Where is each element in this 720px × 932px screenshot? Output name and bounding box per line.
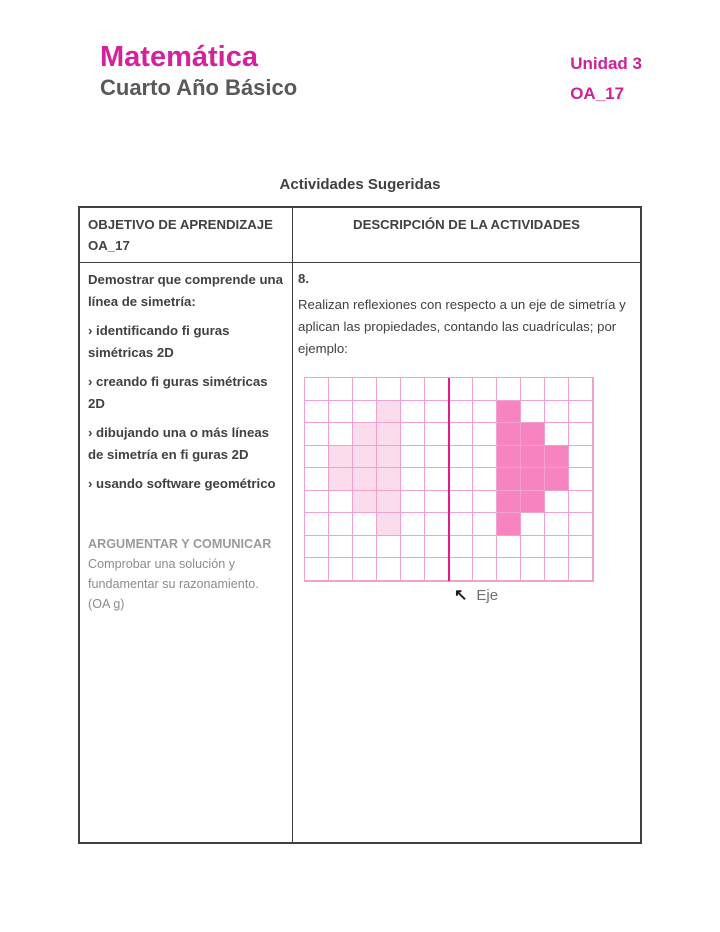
grid-cell (329, 401, 353, 424)
grid-cell (569, 378, 593, 401)
note-oa-ref: (OA g) (88, 597, 125, 611)
grid-cell (425, 513, 449, 536)
subject-title: Matemática (100, 41, 258, 73)
grid-cell (521, 513, 545, 536)
symmetry-grid (304, 377, 594, 582)
header-right (570, 49, 642, 109)
grid-cell (329, 423, 353, 446)
grid-cell (353, 513, 377, 536)
axis-caption (454, 587, 632, 605)
grid-cell (425, 468, 449, 491)
note-title: ARGUMENTAR Y COMUNICAR (88, 537, 272, 551)
grid-cell (401, 378, 425, 401)
grid-cell (473, 558, 497, 581)
grid-cell (473, 468, 497, 491)
oa-code-label: OA_17 (570, 84, 625, 103)
objective-bullet: › usando software geométrico (88, 476, 276, 491)
grid-cell (377, 558, 401, 581)
grid-cell (377, 446, 401, 469)
grid-cell (473, 423, 497, 446)
grid-cell (377, 423, 401, 446)
grid-cell (377, 536, 401, 559)
grid-cell (353, 423, 377, 446)
grid-cell (305, 378, 329, 401)
grid-cell (353, 468, 377, 491)
grid-cell (449, 536, 473, 559)
grid-cell (569, 536, 593, 559)
grid-cell (569, 446, 593, 469)
grade-subtitle: Cuarto Año Básico (100, 75, 298, 100)
grid-cell (545, 378, 569, 401)
grid-cell (473, 491, 497, 514)
grid-cell (545, 558, 569, 581)
grid-cell (401, 536, 425, 559)
grid-cell (521, 423, 545, 446)
axis-pointer-arrow-icon: ↖ (454, 586, 468, 604)
activity-number: 8. (298, 271, 309, 286)
activity-cell (293, 263, 640, 842)
grid-cell (305, 401, 329, 424)
grid-cell (329, 468, 353, 491)
grid-cell (473, 513, 497, 536)
grid-cell (521, 536, 545, 559)
col-header-objective-line2: OA_17 (88, 238, 130, 253)
grid-cell (497, 401, 521, 424)
grid-cell (401, 423, 425, 446)
grid-cell (353, 401, 377, 424)
unit-label: Unidad 3 (570, 54, 642, 73)
grid-cell (305, 558, 329, 581)
grid-cell (305, 513, 329, 536)
grid-cell (305, 536, 329, 559)
grid-cell (569, 558, 593, 581)
grid-cell (377, 513, 401, 536)
grid-cell (449, 446, 473, 469)
grid-cell (569, 491, 593, 514)
grid-cell (353, 536, 377, 559)
grid-cell (353, 378, 377, 401)
grid-cell (305, 446, 329, 469)
table-body-row (80, 263, 640, 842)
grid-cell (401, 468, 425, 491)
grid-cell (329, 491, 353, 514)
grid-cell (497, 378, 521, 401)
grid-cell (401, 401, 425, 424)
grid-cell (521, 446, 545, 469)
objective-bullet: › creando fi guras simétricas 2D (88, 374, 268, 411)
grid-cell (545, 423, 569, 446)
axis-label: Eje (476, 586, 499, 604)
grid-cell (449, 558, 473, 581)
grid-cell (449, 401, 473, 424)
grid-cell (401, 513, 425, 536)
header-left (100, 40, 297, 109)
objective-cell (80, 263, 293, 842)
grid-cell (569, 401, 593, 424)
grid-cell (425, 446, 449, 469)
grid-cell (473, 536, 497, 559)
grid-cell (425, 558, 449, 581)
objective-bullet: › identificando fi guras simétricas 2D (88, 323, 230, 360)
grid-cell (545, 513, 569, 536)
grid-cell (329, 378, 353, 401)
table-header-row (80, 208, 640, 263)
grid-cell (425, 423, 449, 446)
grid-cell (497, 558, 521, 581)
col-header-description: DESCRIPCIÓN DE LA ACTIVIDADES (353, 217, 580, 232)
argumentar-comunicar-note (88, 534, 284, 614)
grid-cell (521, 378, 545, 401)
symmetry-figure (304, 377, 632, 605)
objective-bullet: › dibujando una o más líneas de simetría en fi guras 2D (88, 425, 269, 462)
grid-cell (305, 423, 329, 446)
grid-cell (569, 423, 593, 446)
grid-cell (497, 468, 521, 491)
grid-cell (569, 513, 593, 536)
grid-cell (353, 491, 377, 514)
grid-cell (401, 446, 425, 469)
activities-table (78, 206, 642, 844)
grid-cell (353, 446, 377, 469)
grid-cell (473, 401, 497, 424)
grid-cell (305, 491, 329, 514)
grid-cell (473, 446, 497, 469)
grid-cell (497, 536, 521, 559)
grid-cell (473, 378, 497, 401)
symmetry-axis-line (448, 378, 451, 581)
activity-description: Realizan reflexiones con respecto a un eje de simetría y aplican las propiedades, contando las cuadrículas; por ejemplo: (298, 297, 626, 356)
grid-cell (425, 491, 449, 514)
grid-cell (449, 513, 473, 536)
grid-cell (425, 401, 449, 424)
objective-intro: Demostrar que comprende una línea de simetría: (88, 272, 283, 309)
grid-cell (377, 378, 401, 401)
grid-cell (497, 491, 521, 514)
grid-cell (401, 558, 425, 581)
grid-cell (545, 536, 569, 559)
grid-cell (449, 423, 473, 446)
page-header (0, 0, 720, 109)
grid-cell (449, 378, 473, 401)
grid-cell (425, 378, 449, 401)
grid-cell (521, 558, 545, 581)
grid-cell (377, 401, 401, 424)
col-header-objective (80, 208, 293, 262)
grid-cell (329, 513, 353, 536)
grid-cell (545, 468, 569, 491)
grid-cell (545, 401, 569, 424)
grid-cell (305, 468, 329, 491)
grid-cell (377, 491, 401, 514)
grid-cell (497, 513, 521, 536)
grid-cell (521, 491, 545, 514)
grid-cell (329, 446, 353, 469)
note-body: Comprobar una solución y fundamentar su razonamiento. (88, 557, 259, 591)
grid-cell (377, 468, 401, 491)
grid-cell (521, 468, 545, 491)
grid-cell (401, 491, 425, 514)
grid-cell (569, 468, 593, 491)
grid-cell (545, 446, 569, 469)
grid-cell (425, 536, 449, 559)
grid-cell (545, 491, 569, 514)
grid-cell (521, 401, 545, 424)
grid-cell (329, 536, 353, 559)
grid-cell (497, 446, 521, 469)
col-header-objective-line1: OBJETIVO DE APRENDIZAJE (88, 217, 273, 232)
section-title: Actividades Sugeridas (279, 176, 441, 193)
grid-cell (497, 423, 521, 446)
grid-cell (353, 558, 377, 581)
grid-cell (329, 558, 353, 581)
grid-cell (449, 491, 473, 514)
grid-cell (449, 468, 473, 491)
